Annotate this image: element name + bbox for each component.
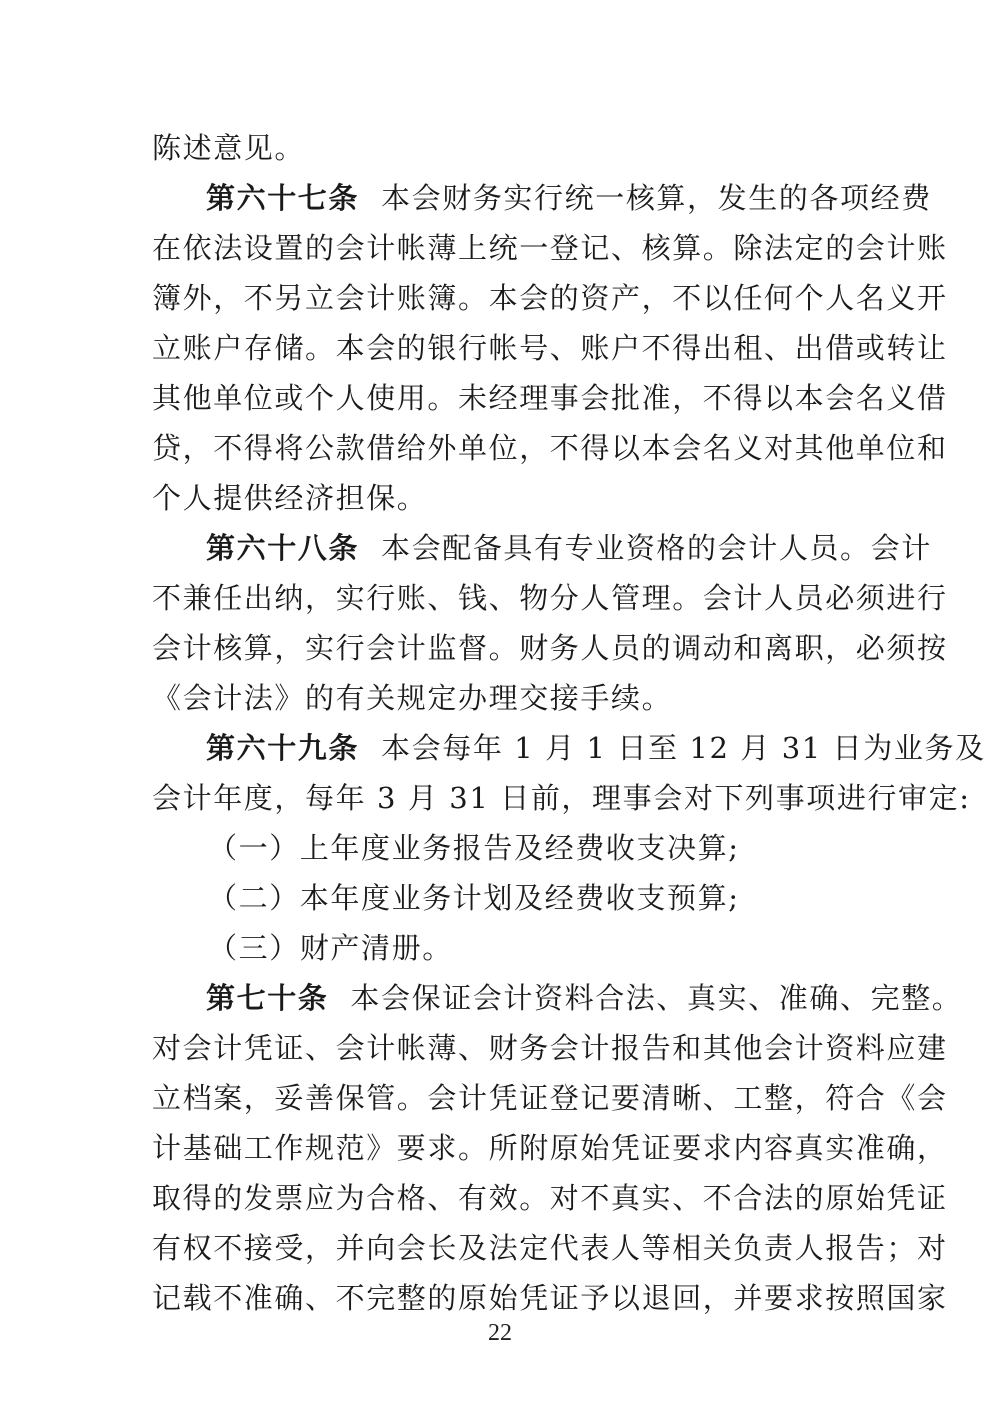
article-70-line-4: 计基础工作规范》要求。所附原始凭证要求内容真实准确， <box>152 1131 948 1165</box>
article-68-text: 本会配备具有专业资格的会计人员。会计 <box>381 531 932 565</box>
article-67-line-1 <box>206 176 932 220</box>
article-69-line-1 <box>206 726 986 770</box>
article-70-line-5: 取得的发票应为合格、有效。对不真实、不合法的原始凭证 <box>152 1181 948 1215</box>
article-68-line-2: 不兼任出纳，实行账、钱、物分人管理。会计人员必须进行 <box>152 581 948 615</box>
article-67-text: 本会财务实行统一核算，发生的各项经费 <box>381 181 932 215</box>
article-70-title: 第七十条 <box>206 981 329 1015</box>
article-69-line-2: 会计年度，每年 3 月 31 日前，理事会对下列事项进行审定: <box>152 781 971 815</box>
article-67-line-6: 贷，不得将公款借给外单位，不得以本会名义对其他单位和 <box>152 431 948 465</box>
article-67-line-5: 其他单位或个人使用。未经理事会批准，不得以本会名义借 <box>152 381 948 415</box>
article-70-line-7: 记载不准确、不完整的原始凭证予以退回，并要求按照国家 <box>152 1281 948 1315</box>
article-68-title: 第六十八条 <box>206 531 360 565</box>
article-67-line-2: 在依法设置的会计帐薄上统一登记、核算。除法定的会计账 <box>152 231 948 265</box>
article-69-text: 本会每年 1 月 1 日至 12 月 31 日为业务及 <box>381 731 986 765</box>
article-69-item-3: （三）财产清册。 <box>208 931 453 965</box>
article-70-line-3: 立档案，妥善保管。会计凭证登记要清晰、工整，符合《会 <box>152 1081 948 1115</box>
article-68-line-4: 《会计法》的有关规定办理交接手续。 <box>152 681 673 715</box>
article-68-line-1 <box>206 526 932 570</box>
article-70-line-1 <box>206 976 963 1020</box>
article-69-title: 第六十九条 <box>206 731 360 765</box>
article-70-line-2: 对会计凭证、会计帐薄、财务会计报告和其他会计资料应建 <box>152 1031 948 1065</box>
article-68-line-3: 会计核算，实行会计监督。财务人员的调动和离职，必须按 <box>152 631 948 665</box>
article-70-text: 本会保证会计资料合法、真实、准确、完整。 <box>350 981 963 1015</box>
page-number: 22 <box>488 1320 512 1346</box>
article-67-line-3: 簿外，不另立会计账簿。本会的资产，不以任何个人名义开 <box>152 281 948 315</box>
article-69-item-2: （二）本年度业务计划及经费收支预算; <box>208 881 740 915</box>
article-67-line-4: 立账户存储。本会的银行帐号、账户不得出租、出借或转让 <box>152 331 948 365</box>
article-70-line-6: 有权不接受，并向会长及法定代表人等相关负责人报告；对 <box>152 1231 948 1265</box>
article-69-item-1: （一）上年度业务报告及经费收支决算; <box>208 831 740 865</box>
continued-text-line: 陈述意见。 <box>152 131 306 165</box>
article-67-title: 第六十七条 <box>206 181 360 215</box>
article-67-line-7: 个人提供经济担保。 <box>152 481 428 515</box>
